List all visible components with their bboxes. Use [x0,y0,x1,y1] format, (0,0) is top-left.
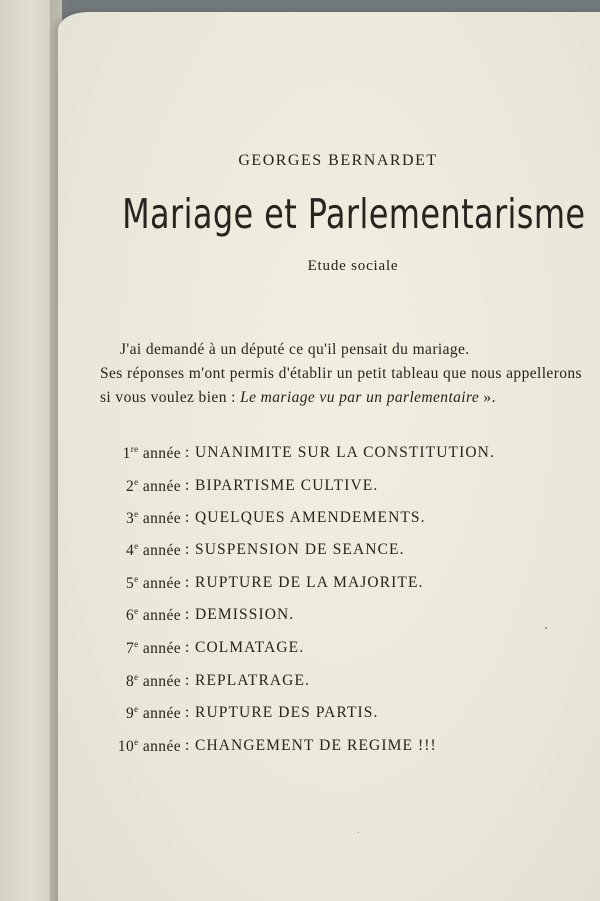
year-colon: : [185,444,190,461]
year-label [58,704,181,723]
intro-line-2: Ses réponses m'ont permis d'établir un petit tableau que nous appellerons si vous voulez bien : [100,365,582,406]
year-colon: : [185,477,190,494]
intro-line-1: J'ai demandé à un député ce qu'il pensait du mariage. [120,341,470,358]
intro-paragraph [100,338,582,410]
year-colon: : [185,672,190,689]
year-ordinal-suffix: e [134,639,139,649]
year-word: année [142,478,181,495]
year-row [58,541,600,565]
year-label [58,574,181,593]
year-ordinal-suffix: e [134,704,139,714]
year-row [58,477,600,501]
intro-end: ». [479,389,496,406]
year-description: SUSPENSION DE SEANCE. [195,541,405,558]
year-label [58,541,181,560]
year-row [58,639,600,663]
paper-speck [545,627,547,629]
paper-speck [358,832,359,833]
year-colon: : [185,541,190,558]
year-label [58,444,181,463]
year-description: QUELQUES AMENDEMENTS. [195,509,426,526]
year-row [58,704,600,728]
intro-quote: Le mariage vu par un parlementaire [240,389,480,406]
year-row [58,672,600,696]
year-description: BIPARTISME CULTIVE. [195,477,379,494]
book-page [58,12,600,901]
year-ordinal-suffix: e [134,541,139,551]
year-word: année [142,607,181,624]
year-ordinal-suffix: e [134,672,139,682]
year-ordinal-suffix: e [134,606,139,616]
year-ordinal-suffix: e [134,737,139,747]
year-number: 5 [126,575,135,592]
year-description: COLMATAGE. [195,639,305,656]
year-description: REPLATRAGE. [195,672,311,689]
year-ordinal-suffix: e [134,509,139,519]
year-number: 1 [122,445,131,462]
year-word: année [142,575,181,592]
year-word: année [142,738,181,755]
year-number: 6 [126,607,135,624]
year-row [58,509,600,533]
year-row [58,444,600,468]
year-word: année [142,542,181,559]
year-colon: : [185,704,190,721]
page-subtitle: Etude sociale [307,258,399,274]
year-number: 3 [126,510,135,527]
year-number: 10 [117,738,135,755]
year-label [58,509,181,528]
year-label [58,639,181,658]
year-number: 2 [126,478,135,495]
year-colon: : [185,606,190,623]
year-colon: : [185,639,190,656]
year-colon: : [185,737,190,754]
year-label [58,737,181,756]
year-description: DEMISSION. [195,606,295,623]
year-word: année [142,640,181,657]
author-name: GEORGES BERNARDET [238,152,438,169]
page-title: Mariage et Parlementarisme [122,190,586,238]
year-word: année [142,510,181,527]
year-row [58,574,600,598]
year-number: 7 [126,640,135,657]
year-colon: : [185,509,190,526]
year-description: RUPTURE DE LA MAJORITE. [195,574,424,591]
year-ordinal-suffix: e [134,574,139,584]
year-label [58,477,181,496]
year-label [58,672,181,691]
year-description: UNANIMITE SUR LA CONSTITUTION. [195,444,495,461]
year-ordinal-suffix: e [134,477,139,487]
year-row [58,606,600,630]
year-number: 9 [126,705,135,722]
year-number: 4 [126,542,135,559]
year-description: RUPTURE DES PARTIS. [195,704,379,721]
year-number: 8 [126,673,135,690]
year-ordinal-suffix: re [130,444,139,454]
year-label [58,606,181,625]
year-row [58,737,600,761]
year-colon: : [185,574,190,591]
year-word: année [142,705,181,722]
year-word: année [142,673,181,690]
year-description: CHANGEMENT DE REGIME !!! [195,737,437,754]
year-word: année [142,445,181,462]
